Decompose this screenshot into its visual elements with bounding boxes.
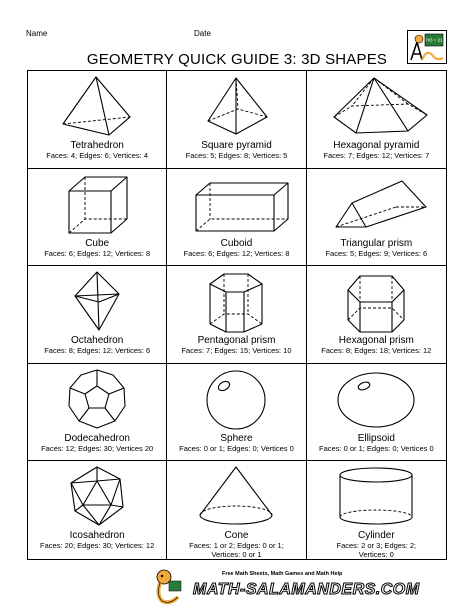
shape-name: Sphere [220, 432, 253, 444]
shape-card [28, 266, 167, 364]
shape-name: Ellipsoid [357, 432, 395, 444]
shape-card [167, 364, 306, 462]
shape-name: Cube [85, 237, 110, 249]
pentagonal-prism-icon [186, 268, 286, 334]
shape-properties: Faces: 2 or 3; Edges: 2; [336, 541, 417, 550]
shape-card [28, 461, 167, 559]
svg-text:7x3 = 21: 7x3 = 21 [425, 37, 443, 43]
page-title: GEOMETRY QUICK GUIDE 3: 3D SHAPES [86, 51, 388, 68]
cone-icon [186, 463, 286, 529]
cube-icon [47, 171, 147, 237]
shape-name: Dodecahedron [64, 432, 130, 444]
shape-card [28, 364, 167, 462]
shape-name: Cylinder [357, 530, 395, 541]
shape-name: Triangular prism [340, 237, 413, 249]
shape-name: Hexagonal pyramid [333, 140, 420, 151]
footer [0, 565, 474, 613]
ellipsoid-icon [326, 366, 426, 432]
date-label: Date [194, 29, 211, 38]
salamander-mascot-icon [150, 567, 184, 605]
shape-card [28, 71, 167, 169]
shape-card [28, 169, 167, 267]
shape-properties: Faces: 7; Edges: 15; Vertices: 10 [181, 346, 292, 355]
shape-card [167, 71, 306, 169]
shape-properties: Faces: 8; Edges: 12; Vertices: 6 [44, 346, 151, 355]
shape-properties: Faces: 5; Edges: 9; Vertices: 6 [325, 248, 428, 258]
shape-name: Cone [224, 530, 249, 541]
shape-name: Cuboid [220, 237, 253, 249]
footer-url-link[interactable]: MATH-SALAMANDERS.COM [193, 581, 420, 598]
shape-card [307, 266, 446, 364]
sphere-icon [186, 366, 286, 432]
shape-properties: Faces: 8; Edges: 18; Vertices: 12 [321, 346, 432, 355]
dodecahedron-icon [47, 366, 147, 432]
shape-card [307, 169, 446, 267]
hexagonal-prism-icon [326, 268, 426, 334]
shapes-grid [27, 70, 447, 560]
shape-properties-line2: Vertices: 0 or 1 [211, 550, 262, 559]
shape-name: Hexagonal prism [338, 335, 414, 346]
shape-properties: Faces: 0 or 1; Edges: 0; Vertices 0 [179, 443, 294, 453]
shape-card [307, 461, 446, 559]
shape-properties: Faces: 7; Edges: 12; Vertices: 7 [323, 151, 430, 160]
shape-properties: Faces: 20; Edges: 30; Vertices: 12 [40, 541, 155, 550]
shape-properties: Faces: 5; Edges: 8; Vertices: 5 [185, 151, 288, 160]
shape-properties: Faces: 6; Edges: 12; Vertices: 8 [183, 248, 290, 258]
shape-card [307, 364, 446, 462]
square-pyramid-icon [186, 73, 286, 139]
shape-card [167, 266, 306, 364]
shape-properties: Faces: 6; Edges: 12; Vertices: 8 [44, 248, 151, 258]
shape-name: Icosahedron [69, 530, 125, 541]
hexagonal-pyramid-icon [316, 73, 436, 139]
shape-card [167, 461, 306, 559]
octahedron-icon [47, 268, 147, 334]
shape-properties: Faces: 1 or 2; Edges: 0 or 1; [189, 541, 284, 550]
shape-name: Pentagonal prism [197, 335, 276, 346]
name-label: Name [26, 29, 48, 38]
shape-card [307, 71, 446, 169]
tetrahedron-icon [47, 73, 147, 139]
shape-properties: Faces: 12; Edges: 30; Vertices 20 [41, 443, 154, 453]
footer-tagline: Free Math Sheets, Math Games and Math Help [222, 571, 343, 577]
icosahedron-icon [47, 463, 147, 529]
shape-name: Tetrahedron [70, 140, 124, 151]
shape-properties: Faces: 4; Edges: 6; Vertices: 4 [46, 151, 149, 160]
shape-properties-line2: Vertices: 0 [358, 550, 394, 559]
shape-name: Octahedron [71, 335, 124, 346]
cylinder-icon [326, 463, 426, 529]
math-salamanders-logo-icon [407, 30, 447, 64]
cuboid-icon [176, 171, 296, 237]
shape-properties: Faces: 0 or 1; Edges: 0; Vertices 0 [318, 443, 434, 453]
shape-card [167, 169, 306, 267]
triangular-prism-icon [316, 171, 436, 237]
shape-name: Square pyramid [201, 140, 272, 151]
